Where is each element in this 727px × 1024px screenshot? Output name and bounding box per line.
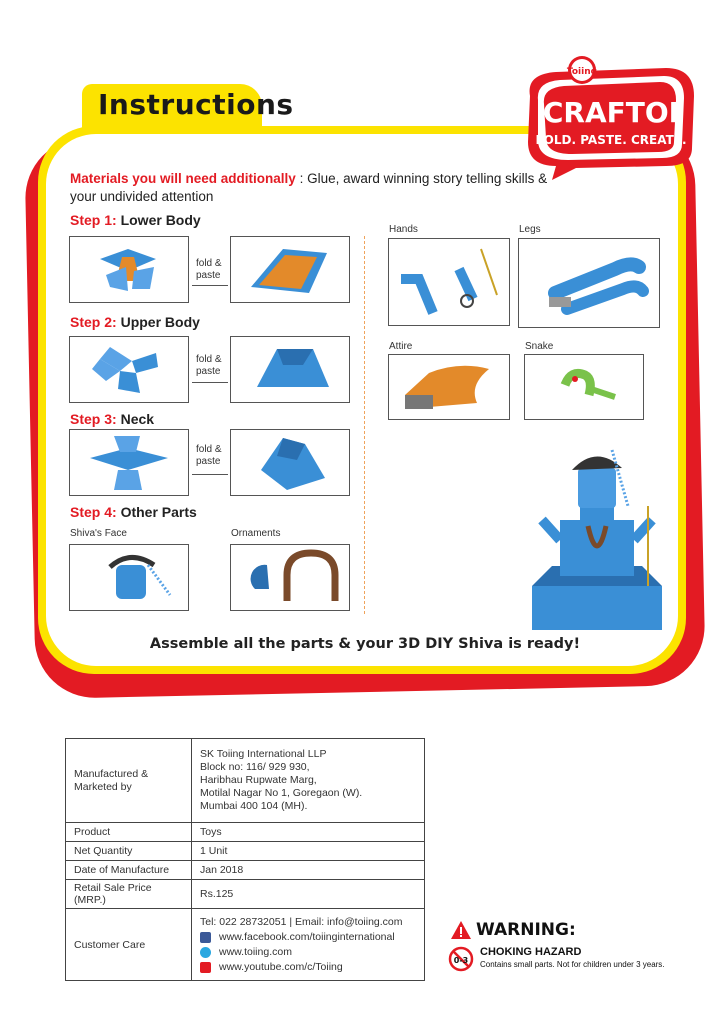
craftoi-logo xyxy=(516,56,702,180)
website-link[interactable] xyxy=(200,945,416,960)
attire-image xyxy=(388,354,510,420)
step-1-flat-image xyxy=(69,236,189,303)
product-label: Product xyxy=(66,823,192,842)
table-row xyxy=(66,739,425,823)
step-2-title xyxy=(70,314,200,330)
materials-label: Materials you will need additionally xyxy=(70,171,296,186)
assemble-note: Assemble all the parts & your 3D DIY Shiva is ready! xyxy=(149,636,581,652)
step-1-arrow xyxy=(192,285,228,286)
step-1-action: fold & paste xyxy=(196,258,222,281)
date-label: Date of Manufacture xyxy=(66,861,192,880)
quantity-label: Net Quantity xyxy=(66,842,192,861)
care-label: Customer Care xyxy=(66,909,192,981)
step-1-title xyxy=(70,212,201,228)
address-line: SK Toiing International LLP xyxy=(200,748,327,760)
table-row xyxy=(66,842,425,861)
address-line: Block no: 116/ 929 930, xyxy=(200,761,310,773)
legs-label: Legs xyxy=(519,224,541,235)
youtube-icon xyxy=(200,962,211,973)
materials-text: : Glue, award winning story telling skills & your undivided attention xyxy=(70,171,548,204)
warning-subtitle: CHOKING HAZARD xyxy=(480,946,582,958)
instructions-title: Instructions xyxy=(98,88,294,121)
step-4-title xyxy=(70,504,197,520)
step-3-arrow xyxy=(192,474,228,475)
choking-warning xyxy=(446,918,706,978)
step-1-folded-image xyxy=(230,236,350,303)
column-divider xyxy=(364,236,365,614)
quantity-value: 1 Unit xyxy=(192,842,425,861)
manufactured-label-text: Manufactured & Marketed by xyxy=(74,767,149,793)
warning-text: Contains small parts. Not for children under 3 years. xyxy=(480,960,665,969)
ornaments-label: Ornaments xyxy=(231,528,281,539)
face-image xyxy=(69,544,189,611)
logo-tagline: FOLD. PASTE. CREATE. xyxy=(535,133,687,147)
product-value: Toys xyxy=(192,823,425,842)
step-3-title xyxy=(70,411,154,427)
website-text: www.toiing.com xyxy=(219,946,292,958)
age-restriction-icon xyxy=(448,946,474,972)
step-2-name: Upper Body xyxy=(116,314,200,330)
face-label: Shiva's Face xyxy=(70,528,127,539)
step-1-num: Step 1: xyxy=(70,212,117,228)
age-badge-text: 0-3 xyxy=(453,956,469,965)
ornaments-image xyxy=(230,544,350,611)
care-phone: Tel: 022 28732051 | Email: info@toiing.com xyxy=(200,916,403,928)
step-3-action: fold & paste xyxy=(196,444,222,467)
warning-title: WARNING: xyxy=(476,920,576,940)
table-row xyxy=(66,823,425,842)
step-2-num: Step 2: xyxy=(70,314,117,330)
price-value: Rs.125 xyxy=(192,880,425,909)
snake-label: Snake xyxy=(525,341,554,352)
hands-image xyxy=(388,238,510,326)
logo-brand: Toiing xyxy=(566,67,598,77)
manufacturer-address xyxy=(192,739,425,823)
address-line: Mumbai 400 104 (MH). xyxy=(200,800,308,812)
manufactured-label xyxy=(66,739,192,823)
snake-image xyxy=(524,354,644,420)
step-2-folded-image xyxy=(230,336,350,403)
product-info-table xyxy=(65,738,425,981)
care-details xyxy=(192,909,425,981)
step-4-name: Other Parts xyxy=(116,504,197,520)
step-2-action: fold & paste xyxy=(196,354,222,377)
address-line: Haribhau Rupwate Marg, xyxy=(200,774,317,786)
table-row xyxy=(66,880,425,909)
facebook-link[interactable] xyxy=(200,930,416,945)
facebook-icon xyxy=(200,932,211,943)
step-3-flat-image xyxy=(69,429,189,496)
table-row xyxy=(66,909,425,981)
step-3-num: Step 3: xyxy=(70,411,117,427)
step-3-name: Neck xyxy=(116,411,155,427)
table-row xyxy=(66,861,425,880)
youtube-link[interactable] xyxy=(200,960,416,975)
attire-label: Attire xyxy=(389,341,413,352)
globe-icon xyxy=(200,947,211,958)
step-3-folded-image xyxy=(230,429,350,496)
youtube-text: www.youtube.com/c/Toiing xyxy=(219,961,343,973)
legs-image xyxy=(518,238,660,328)
date-value: Jan 2018 xyxy=(192,861,425,880)
warning-triangle-icon xyxy=(450,920,472,940)
assembled-shiva-figure xyxy=(532,446,670,636)
hands-label: Hands xyxy=(389,224,418,235)
materials-note xyxy=(70,170,550,206)
step-1-name: Lower Body xyxy=(116,212,201,228)
logo-name: CRAFTOI xyxy=(542,96,680,129)
step-2-flat-image xyxy=(69,336,189,403)
step-2-arrow xyxy=(192,382,228,383)
price-label: Retail Sale Price (MRP.) xyxy=(66,880,192,909)
step-4-num: Step 4: xyxy=(70,504,117,520)
address-line: Motilal Nagar No 1, Goregaon (W). xyxy=(200,787,363,799)
facebook-text: www.facebook.com/toiinginternational xyxy=(219,931,395,943)
